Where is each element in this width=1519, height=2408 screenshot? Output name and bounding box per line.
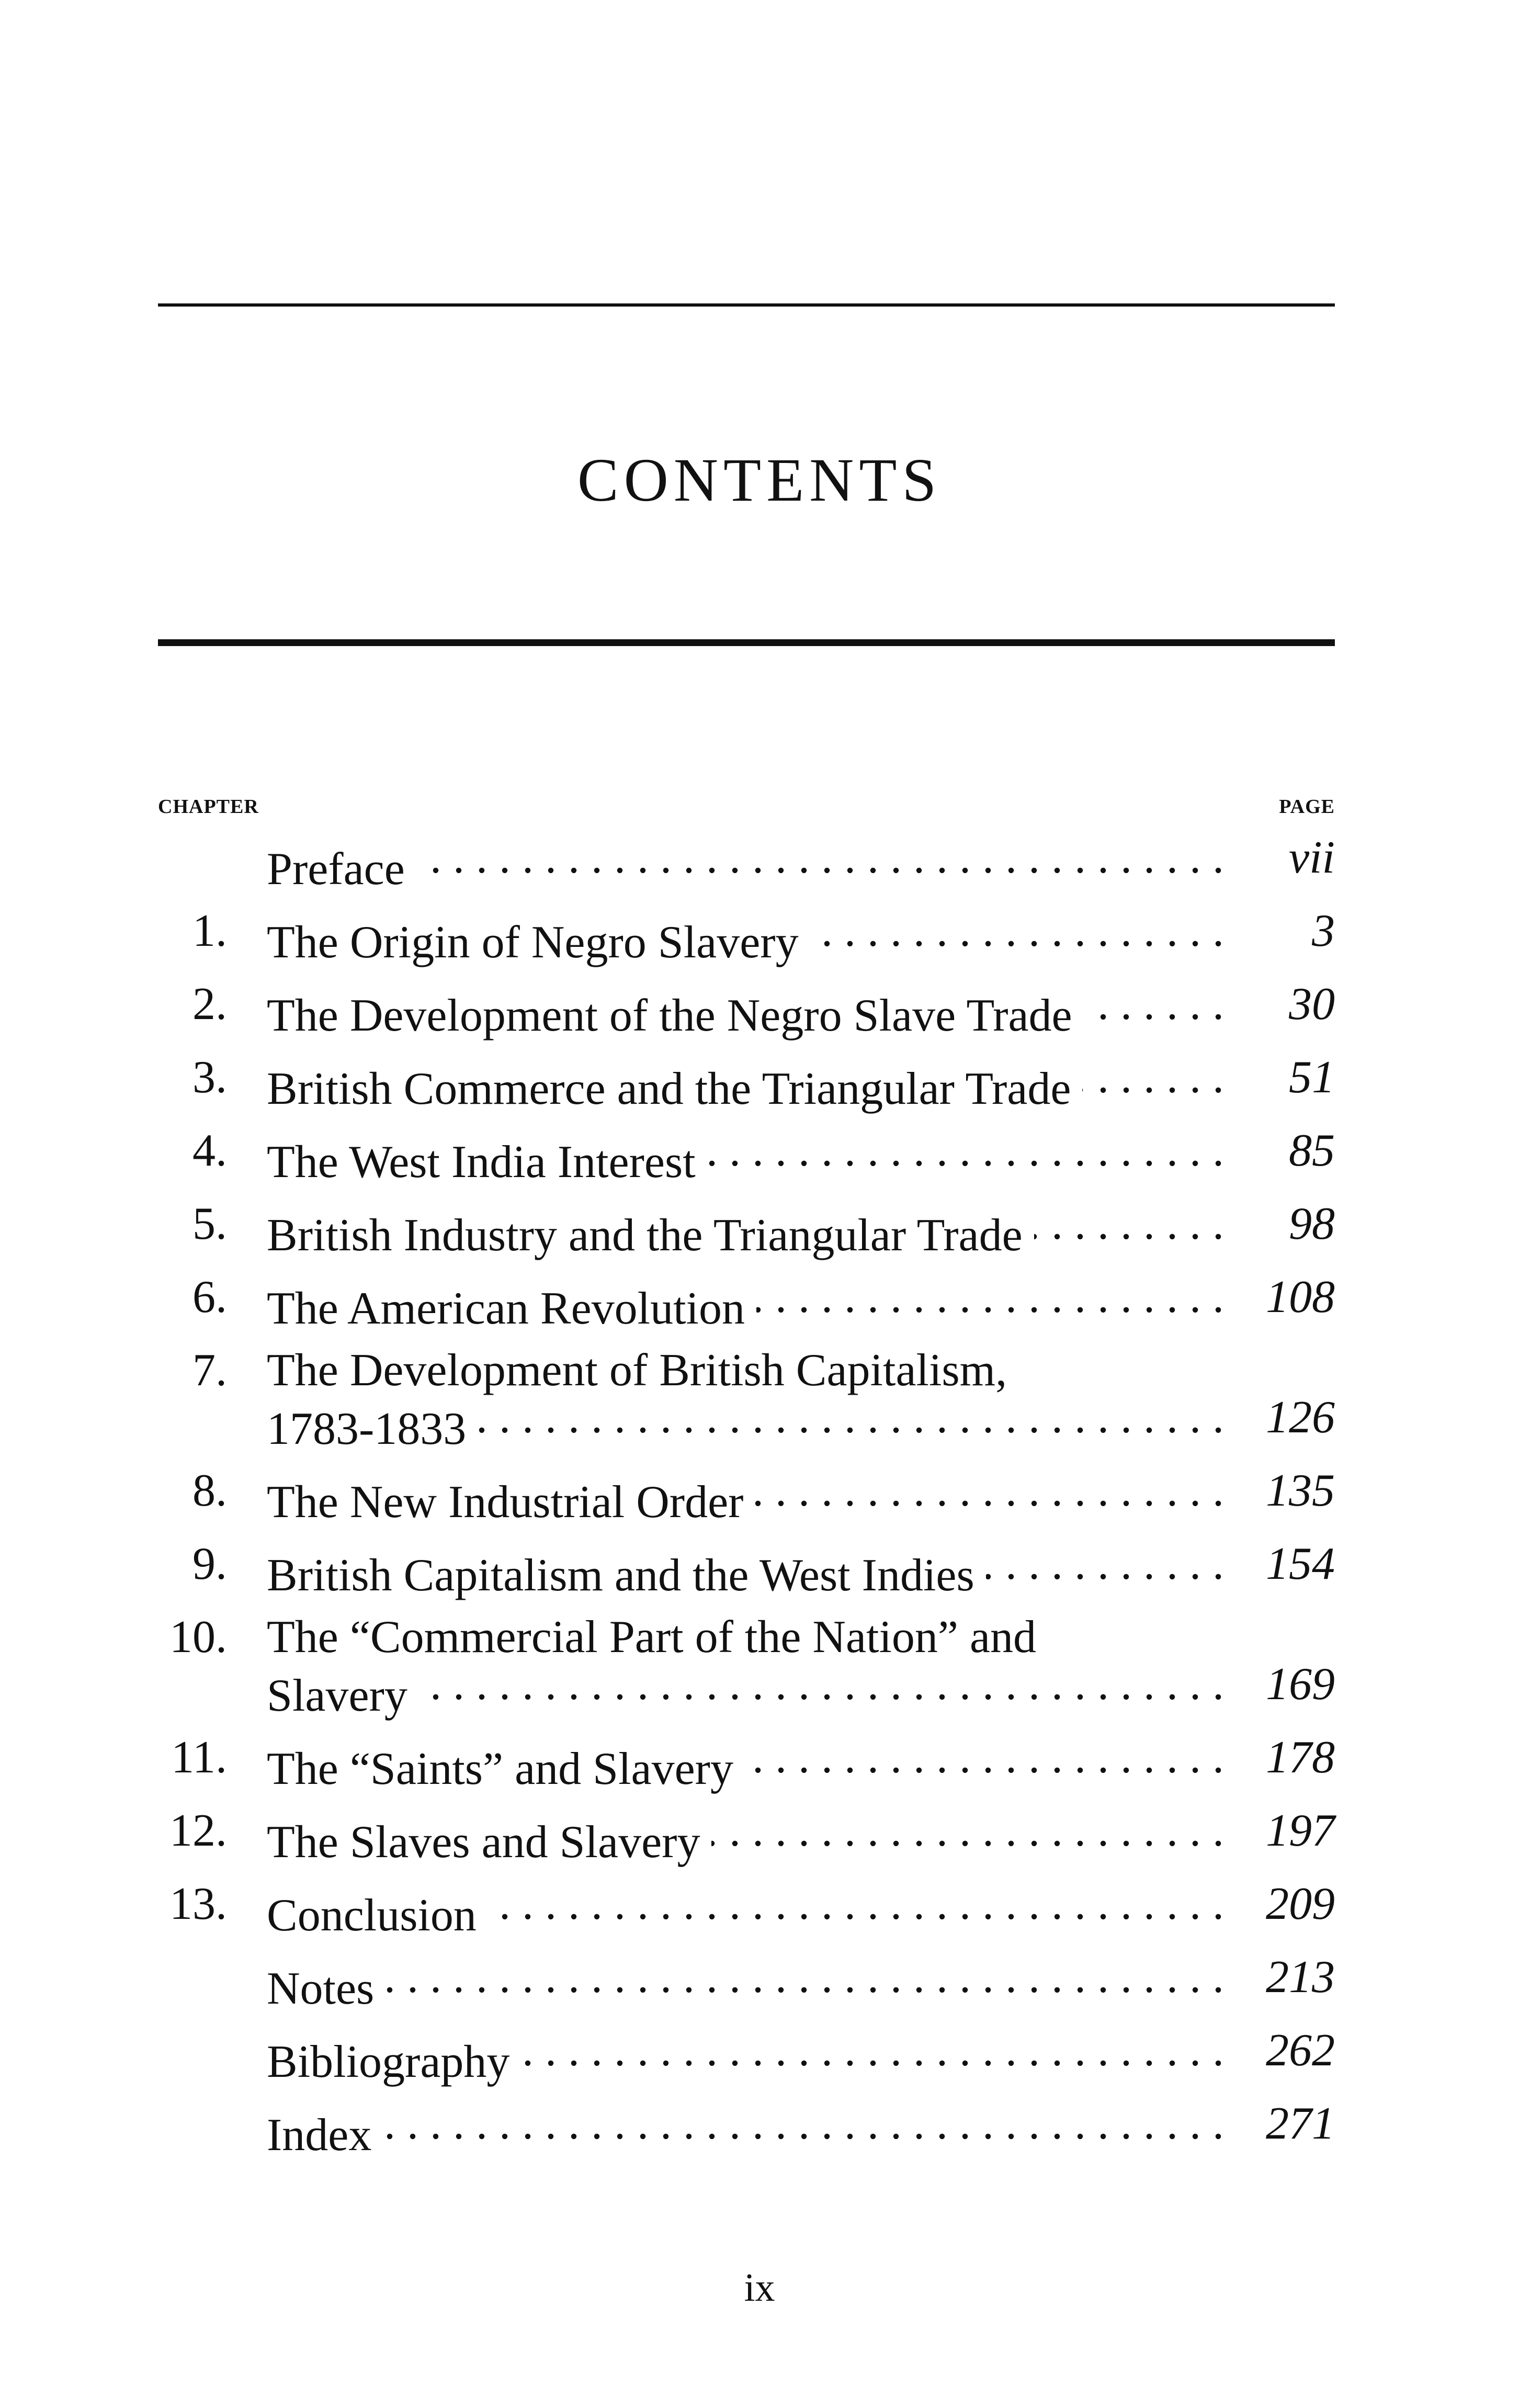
toc-entry-line bbox=[267, 832, 1224, 896]
toc-entry-title: Index bbox=[267, 2110, 372, 2161]
toc-entry-number: 3. bbox=[192, 1052, 227, 1103]
toc-entry-line bbox=[267, 1732, 1224, 1795]
toc-entry-page: vii bbox=[1289, 832, 1335, 883]
toc-entry bbox=[0, 1951, 1519, 2025]
toc-entry-number: 10. bbox=[169, 1612, 227, 1663]
dot-leader bbox=[478, 1392, 1224, 1444]
page-column-header: PAGE bbox=[1279, 796, 1335, 818]
toc-entry-line bbox=[267, 1658, 1224, 1722]
toc-entry-page: 213 bbox=[1266, 1952, 1335, 2003]
toc-entry-title: The Slaves and Slavery bbox=[267, 1817, 700, 1868]
toc-entry bbox=[0, 1732, 1519, 1805]
dot-leader bbox=[1034, 1198, 1224, 1250]
toc-entry bbox=[0, 905, 1519, 978]
dot-leader bbox=[810, 905, 1224, 957]
dot-leader bbox=[756, 1271, 1224, 1324]
dot-leader bbox=[711, 1805, 1224, 1857]
toc-entry bbox=[0, 1198, 1519, 1271]
toc-entry-page: 98 bbox=[1289, 1199, 1335, 1249]
toc-entry-page: 197 bbox=[1266, 1805, 1335, 1856]
dot-leader bbox=[488, 1878, 1224, 1930]
toc-entry-line bbox=[267, 2025, 1224, 2088]
toc-entry-page: 51 bbox=[1289, 1052, 1335, 1103]
page-title: CONTENTS bbox=[577, 446, 942, 514]
toc-entry-page: 30 bbox=[1289, 979, 1335, 1030]
toc-entry-line bbox=[267, 1125, 1224, 1189]
title-rule bbox=[158, 639, 1335, 646]
dot-leader bbox=[416, 832, 1224, 884]
toc-entry-number: 13. bbox=[169, 1879, 227, 1929]
toc-entry-line bbox=[267, 1465, 1224, 1529]
toc-entry-page: 169 bbox=[1266, 1659, 1335, 1710]
toc-entry-title: 1783-1833 bbox=[267, 1404, 467, 1454]
dot-leader bbox=[419, 1658, 1224, 1711]
toc-entry bbox=[0, 1611, 1519, 1721]
toc-entry-title: Conclusion bbox=[267, 1890, 477, 1941]
toc-entry-page: 271 bbox=[1266, 2098, 1335, 2149]
dot-leader bbox=[383, 2098, 1224, 2150]
toc-entry-page: 209 bbox=[1266, 1879, 1335, 1929]
toc-entry-page: 135 bbox=[1266, 1465, 1335, 1516]
toc-entry-title: The Development of the Negro Slave Trade bbox=[267, 990, 1072, 1041]
toc-entry-number: 5. bbox=[192, 1199, 227, 1249]
toc-entry-title: Notes bbox=[267, 1963, 375, 2014]
toc-entry-page: 3 bbox=[1312, 906, 1335, 956]
toc-entry bbox=[0, 1344, 1519, 1454]
toc-entry-title-line1: The Development of British Capitalism, bbox=[267, 1345, 1007, 1396]
toc-entry-title: Slavery bbox=[267, 1670, 407, 1721]
toc-entry-title: The “Saints” and Slavery bbox=[267, 1744, 733, 1794]
dot-leader bbox=[707, 1125, 1224, 1177]
toc-entry-title: Preface bbox=[267, 844, 405, 895]
toc-entry-line bbox=[267, 905, 1224, 969]
toc-entry-number: 6. bbox=[192, 1272, 227, 1322]
toc-entry-number: 9. bbox=[192, 1539, 227, 1589]
toc-entry-line bbox=[267, 1805, 1224, 1869]
toc-entry-line bbox=[267, 1271, 1224, 1335]
toc-entry bbox=[0, 2098, 1519, 2171]
toc-entry-number: 2. bbox=[192, 979, 227, 1030]
toc-entry bbox=[0, 1538, 1519, 1611]
toc-entry bbox=[0, 978, 1519, 1052]
toc-entry-title: The American Revolution bbox=[267, 1283, 745, 1334]
page-folio: ix bbox=[744, 2266, 775, 2310]
toc-entry-number: 11. bbox=[171, 1732, 227, 1783]
dot-leader bbox=[986, 1538, 1224, 1590]
toc-entry bbox=[0, 832, 1519, 905]
toc-entry-line bbox=[267, 1538, 1224, 1602]
toc-entry-number: 12. bbox=[169, 1805, 227, 1856]
dot-leader bbox=[755, 1465, 1224, 1517]
toc-entry-title: British Commerce and the Triangular Trade bbox=[267, 1064, 1071, 1114]
top-rule bbox=[158, 303, 1335, 307]
toc-entry-page: 262 bbox=[1266, 2025, 1335, 2076]
toc-entry-page: 154 bbox=[1266, 1539, 1335, 1589]
toc-entry-line bbox=[267, 1878, 1224, 1942]
toc-entry-page: 178 bbox=[1266, 1732, 1335, 1783]
toc-entry bbox=[0, 1271, 1519, 1344]
toc-entry-number: 4. bbox=[192, 1125, 227, 1176]
chapter-column-header: CHAPTER bbox=[158, 796, 259, 818]
toc-entry-title: The Origin of Negro Slavery bbox=[267, 917, 799, 968]
toc-entry-title: The New Industrial Order bbox=[267, 1477, 744, 1528]
dot-leader bbox=[1082, 1052, 1224, 1104]
dot-leader bbox=[1084, 978, 1224, 1031]
toc-entry bbox=[0, 1125, 1519, 1198]
toc-entry-page: 126 bbox=[1266, 1392, 1335, 1443]
toc-entry-page: 85 bbox=[1289, 1125, 1335, 1176]
toc-entry-title: British Industry and the Triangular Trade bbox=[267, 1210, 1023, 1261]
toc-entry-title: British Capitalism and the West Indies bbox=[267, 1550, 974, 1601]
toc-entry bbox=[0, 1805, 1519, 1878]
toc-entry-page: 108 bbox=[1266, 1272, 1335, 1322]
toc-entry-number: 1. bbox=[192, 906, 227, 956]
toc-entry-title: The West India Interest bbox=[267, 1137, 696, 1188]
dot-leader bbox=[521, 2025, 1224, 2077]
toc-entry bbox=[0, 1878, 1519, 1951]
toc-entry-line bbox=[267, 1392, 1224, 1455]
toc-entry-number: 7. bbox=[192, 1345, 227, 1396]
toc-entry-line bbox=[267, 1052, 1224, 1115]
toc-entry-line bbox=[267, 1198, 1224, 1262]
toc-entry bbox=[0, 1465, 1519, 1538]
toc-entry bbox=[0, 1052, 1519, 1125]
toc-entry-number: 8. bbox=[192, 1465, 227, 1516]
toc-entry-title-line1: The “Commercial Part of the Nation” and bbox=[267, 1612, 1037, 1663]
toc-entry-line bbox=[267, 978, 1224, 1042]
dot-leader bbox=[386, 1951, 1224, 2004]
dot-leader bbox=[745, 1732, 1224, 1784]
toc-entry-line bbox=[267, 1951, 1224, 2015]
toc-entry-title: Bibliography bbox=[267, 2037, 510, 2087]
toc-entry-line bbox=[267, 2098, 1224, 2162]
toc-entry bbox=[0, 2025, 1519, 2098]
